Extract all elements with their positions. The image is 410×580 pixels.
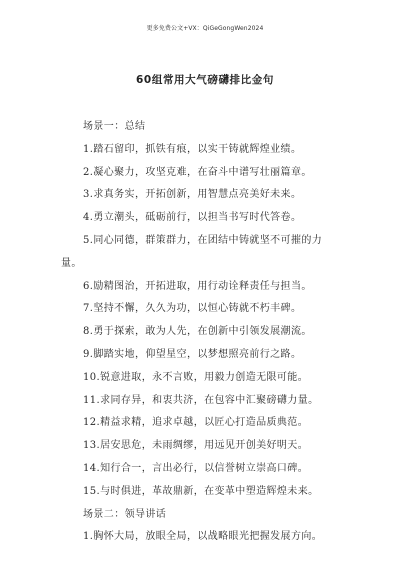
list-item: 11.求同存异，和衷共济，在包容中汇聚磅礴力量。: [83, 394, 319, 406]
list-item: 15.与时俱进，革故鼎新，在变革中塑造辉煌未来。: [83, 485, 319, 497]
list-item: 9.脚踏实地，仰望星空，以梦想照亮前行之路。: [83, 348, 302, 360]
list-item: 13.居安思危，未雨绸缪，用远见开创美好明天。: [83, 440, 309, 452]
document-body: [61, 116, 351, 549]
list-item: 12.精益求精，追求卓越，以匠心打造品质典范。: [83, 417, 309, 429]
list-item: 3.求真务实，开拓创新，用智慧点亮美好未来。: [83, 189, 302, 201]
list-item: 10.锐意进取，永不言败，用毅力创造无限可能。: [83, 371, 309, 383]
list-item: 1.踏石留印，抓铁有痕，以实干铸就辉煌业绩。: [83, 143, 302, 155]
list-item: 8.勇于探索，敢为人先，在创新中引领发展潮流。: [83, 326, 312, 338]
list-item: 5.同心同德，群策群力，在团结中铸就坚不可摧的力: [83, 234, 323, 246]
section-heading: 场景一：总结: [83, 121, 146, 132]
list-item: 4.勇立潮头，砥砺前行，以担当书写时代答卷。: [83, 212, 302, 224]
header-note: 更多免费公文+VX：QiGeGongWen2024: [146, 25, 264, 32]
list-item: 2.凝心聚力，攻坚克难，在奋斗中谱写壮丽篇章。: [83, 166, 312, 178]
list-item: 14.知行合一，言出必行，以信誉树立崇高口碑。: [83, 462, 309, 474]
list-item: 6.励精图治，开拓进取，用行动诠释责任与担当。: [83, 280, 312, 292]
section-heading: 场景二：领导讲话: [83, 508, 167, 520]
list-item: 7.坚持不懈，久久为功，以恒心铸就不朽丰碑。: [83, 303, 302, 315]
list-item: 1.胸怀大局，放眼全局，以战略眼光把握发展方向。: [83, 531, 323, 543]
document-title: 60组常用大气磅礴排比金句: [136, 74, 274, 86]
list-item-continuation: 量。: [61, 257, 82, 269]
